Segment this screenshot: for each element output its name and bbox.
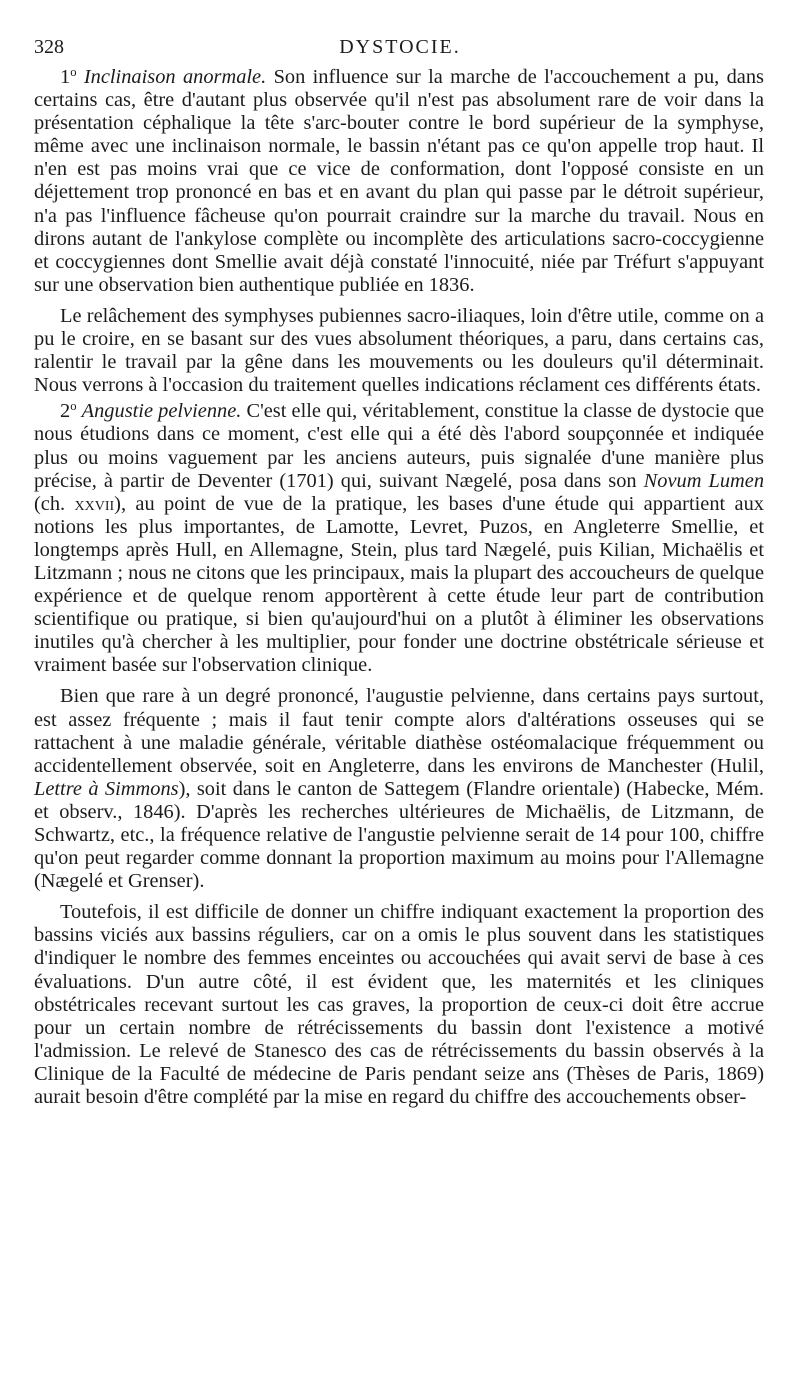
- paragraph-text: Le relâchement des symphyses pubiennes sacro-iliaques, loin d'être utile, comme on a pu le croire, en se basant sur des vues absolument théoriques, a paru, dans certains cas, ralentir le travail par la gêne dans les mouvements ou les douleurs qu'il déterminait. Nous verrons à l'occasion du traitement quelles indications réclament ces différents états.: [34, 304, 764, 397]
- paragraph-text: C'est elle qui, véritablement, constitue la classe de dystocie que nous étudions dans ce moment, c'est elle qui a été dès l'abord soupçonnée et indiquée plus ou moins vaguement par les anciens auteurs, puis signalée d'une manière plus précise, à partir de Deventer (1701) qui, suivant Nægelé, posa dans son: [34, 400, 764, 492]
- paragraph-text: Bien que rare à un degré prononcé, l'augustie pelvienne, dans certains pays surtout, est assez fréquente ; mais il faut tenir compte alors d'altérations osseuses qui se rattachent à une maladie générale, véritable diathèse ostéomalacique fréquemment ou accidentellement observée, soit en Angleterre, dans les environs de Manchester (Hulil,: [34, 685, 764, 777]
- ordinal-mark: o: [70, 65, 77, 80]
- page-header: [34, 36, 766, 62]
- ordinal-mark: o: [70, 399, 77, 414]
- paragraph-frequence: [34, 685, 764, 893]
- chapter-numeral: xxvii: [74, 492, 115, 515]
- paragraph-text: Toutefois, il est difficile de donner un chiffre indiquant exactement la proportion des bassins viciés aux bassins réguliers, car on a omis le plus souvent dans les statistiques d'indiquer le nombre des femmes enceintes ou accouchées qui avait servi de base à ces évaluations. D'un autre côté, il est évident que, les maternités et les cliniques obstétricales recevant surtout les cas graves, la proportion de ceux-ci doit être accrue pour un certain nombre de rétrécissements du bassin dont l'existence a motivé l'admission. Le relevé de Stanesco des cas de rétrécissements du bassin observés à la Clinique de la Faculté de médecine de Paris pendant seize ans (Thèses de Paris, 1869) aurait besoin d'être complété par la mise en regard du chiffre des accouchements obser-: [34, 901, 764, 1109]
- book-title: Novum Lumen: [643, 469, 765, 492]
- text-space: [77, 66, 84, 88]
- page-body: [34, 66, 764, 1109]
- page-number: 328: [34, 36, 64, 58]
- section-number: 1: [60, 66, 71, 88]
- paragraph-text: ), soit dans le canton de Sattegem (Flandre orientale) (Habecke, Mém. et observ., 1846). D'après les recherches ultérieures de Michaëlis, de Litzmann, de Schwartz, etc., la fréquence relative de l'angustie pelvienne serait de 14 pour 100, chiffre qu'on peut regarder comme donnant la proportion maximum au moins pour l'Allemagne (Nægelé et Grenser).: [34, 777, 764, 893]
- section-number: 2: [60, 400, 71, 423]
- section-heading: Inclinaison anormale.: [83, 66, 267, 88]
- paragraph-inclinaison: [34, 66, 764, 297]
- paragraph-relachement: [34, 305, 764, 397]
- paragraph-angustie: [34, 400, 764, 677]
- paragraph-text: ), au point de vue de la pratique, les bases d'une étude qui appartient aux notions les plus importantes, de Lamotte, Levret, Puzos, en Angleterre Smellie, et longtemps après Hull, en Allemagne, Stein, plus tard Nægelé, puis Kilian, Michaëlis et Litzmann ; nous ne citons que les principaux, mais la plupart des accoucheurs de quelque expérience et de quelque renom apportèrent à cette étude leur part de contribution scientifique ou pratique, si bien qu'aujourd'hui on a plutôt à éliminer les observations inutiles qu'à chercher à les multiplier, pour fonder une doctrine obstétricale sérieuse et vraiment basée sur l'observation clinique.: [34, 492, 765, 677]
- running-title: DYSTOCIE.: [339, 36, 461, 58]
- paragraph-text: (ch.: [34, 492, 75, 515]
- section-heading: Angustie pelvienne.: [81, 400, 242, 423]
- cited-work: Lettre à Simmons: [34, 777, 179, 800]
- paragraph-statistiques: [34, 901, 764, 1109]
- paragraph-text: Son influence sur la marche de l'accouchement a pu, dans certains cas, être d'autant plus observée qu'il n'est pas absolument rare de voir dans la présentation céphalique la tête s'arc-bouter contre le bord supérieur de la symphyse, même avec une inclinaison normale, le bassin n'étant pas ce qu'on appelle trop haut. Il n'en est pas moins vrai que ce vice de conformation, dont l'opposé consiste en un déjettement trop prononcé en bas et en avant du plan qui passe par le détroit supérieur, n'a pas l'influence fâcheuse qu'on pourrait craindre sur la marche du travail. Nous en dirons autant de l'ankylose complète ou incomplète des articulations sacro-coccygienne et coccygiennes dont Smellie avait déjà constaté l'innocuité, niée par Tréfurt s'appuyant sur une observation bien authentique publiée en 1836.: [34, 66, 764, 296]
